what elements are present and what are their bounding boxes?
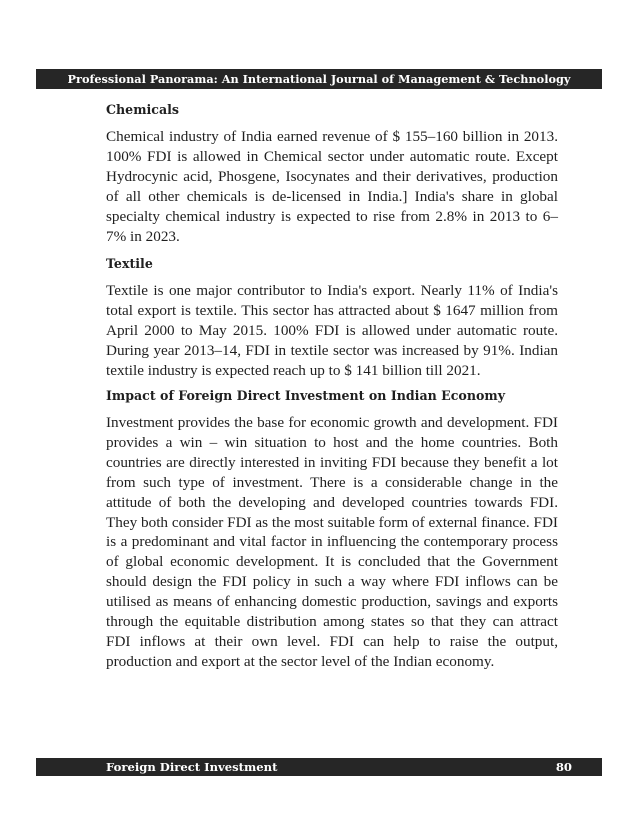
section-paragraph: Textile is one major contributor to India's export. Nearly 11% of India's total export is textile. This sector has attracted about $ 1647 million from April 2000 to May 2015. 100% FDI is allowed under automatic route. During year 2013–14, FDI in textile sector was increased by 91%. Indian textile industry is expected reach up to $ 141 billion till 2021. bbox=[106, 282, 558, 379]
section-paragraph: Chemical industry of India earned revenue of $ 155–160 billion in 2013. 100% FDI is allowed in Chemical sector under automatic route. Except Hydrocynic acid, Phosgene, Isocynates and their derivatives, production of all other chemicals is de-licensed in India.] India's share in global specialty chemical industry is expected to rise from 2.8% in 2013 to 6–7% in 2023. bbox=[106, 128, 558, 245]
section-textile bbox=[106, 254, 558, 387]
section-paragraph: Investment provides the base for economic growth and development. FDI provides a win – win situation to host and the home countries. Both countries are directly interested in inviting FDI because they benefit a lot from such type of investment. There is a considerable change in the attitude of both the developing and developed countries towards FDI. They both consider FDI as the most suitable form of external finance. FDI is a predominant and vital factor in influencing the contemporary process of global economic development. It is concluded that the Government should design the FDI policy in such a way where FDI inflows can be utilised as means of enhancing domestic production, savings and exports through the equitable distribution among states so that they can attract FDI inflows at their own level. FDI can help to raise the output, production and export at the sector level of the Indian economy. bbox=[106, 414, 558, 670]
journal-title: Professional Panorama: An International Journal of Management & Technology bbox=[67, 72, 571, 86]
section-heading: Chemicals bbox=[106, 102, 180, 117]
section-chemicals bbox=[106, 100, 558, 252]
section-impact-of-fdi bbox=[106, 386, 558, 678]
running-footer bbox=[36, 758, 602, 776]
section-heading: Textile bbox=[106, 256, 153, 271]
running-header bbox=[36, 69, 602, 89]
page-number: 80 bbox=[555, 760, 572, 774]
section-heading: Impact of Foreign Direct Investment on Indian Economy bbox=[106, 388, 506, 403]
footer-title: Foreign Direct Investment bbox=[106, 760, 278, 774]
